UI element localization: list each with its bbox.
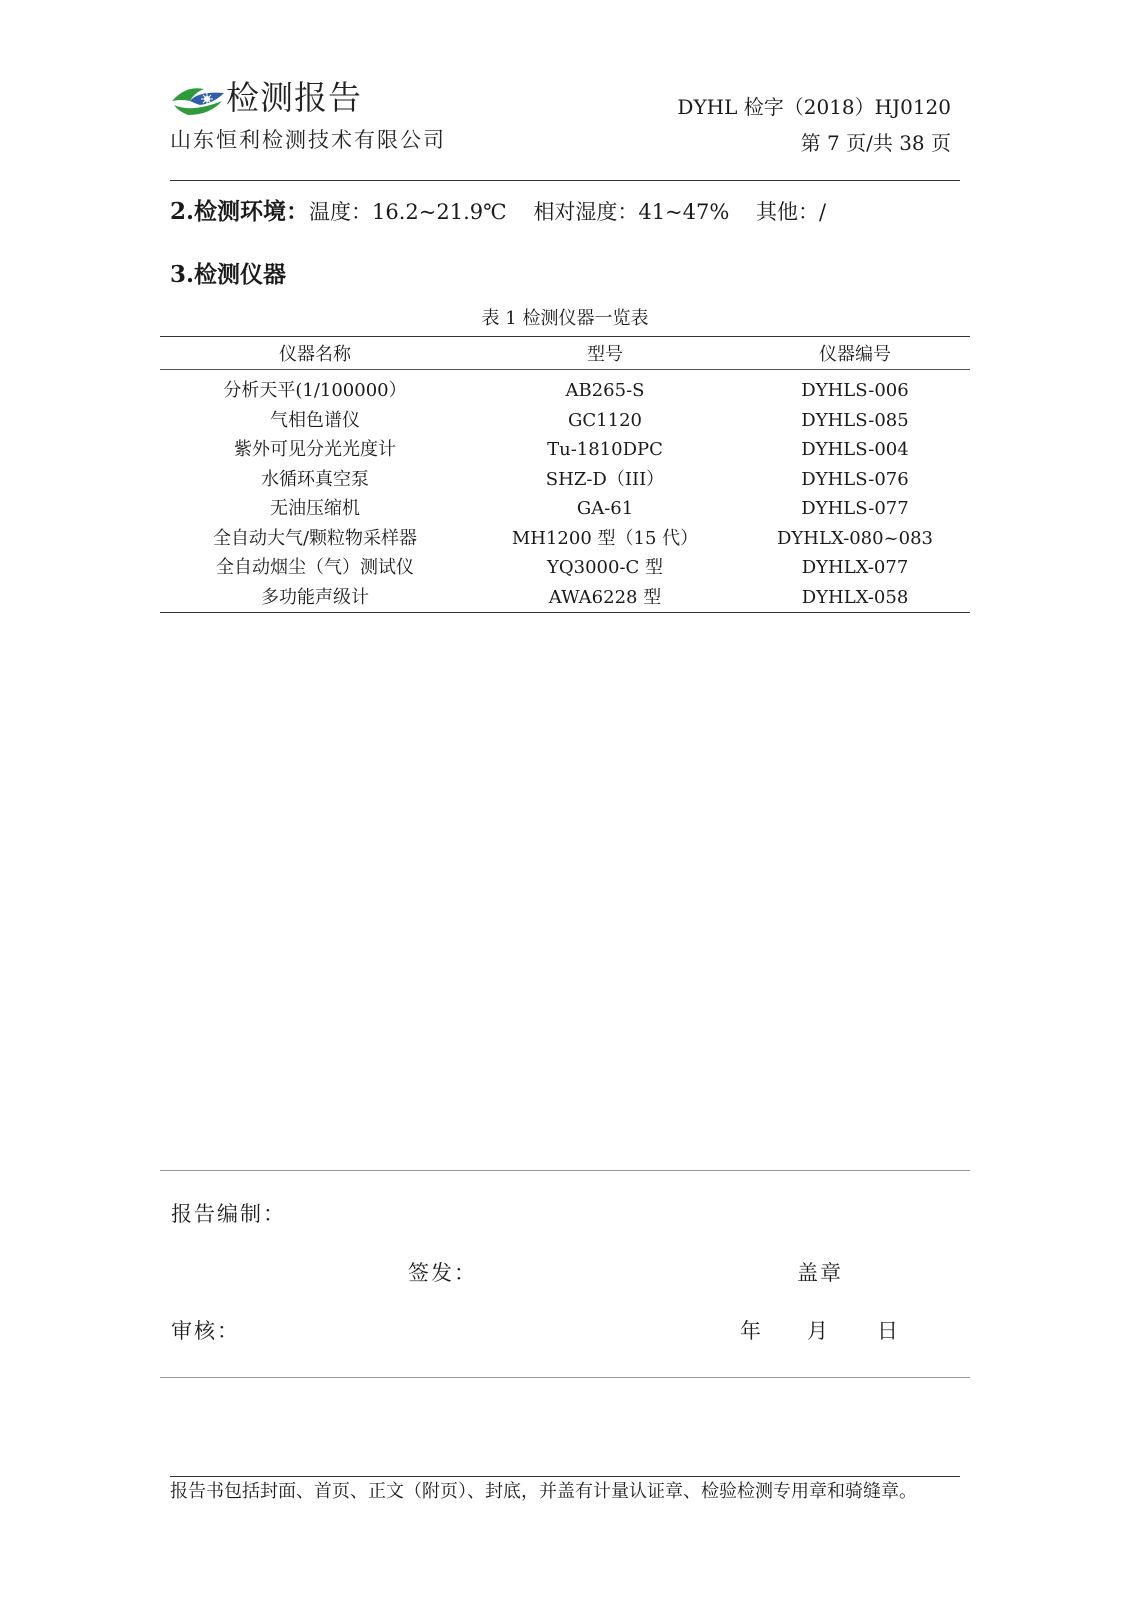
- footer-divider: [170, 1476, 960, 1477]
- signature-divider-bottom: [160, 1377, 970, 1378]
- table-cell: GC1120: [568, 409, 642, 431]
- date-month-label: 月: [807, 1319, 828, 1343]
- prepared-by-label: 报告编制：: [171, 1202, 286, 1226]
- temperature-value: 温度：16.2~21.9℃: [309, 200, 507, 224]
- table-row: [160, 465, 970, 495]
- table-cell: SHZ-D（III）: [545, 468, 665, 490]
- date-year-label: 年: [740, 1319, 761, 1343]
- table-cell: Tu-1810DPC: [547, 439, 663, 460]
- date-day-label: 日: [877, 1319, 898, 1343]
- table-cell: DYHLX-077: [801, 557, 909, 578]
- table-row: [160, 583, 970, 613]
- table-row: [160, 524, 970, 554]
- table-cell: 全自动烟尘（气）测试仪: [216, 557, 414, 578]
- reviewed-by-label: 审核：: [171, 1319, 240, 1343]
- table-cell: DYHLS-076: [801, 468, 909, 490]
- table-header-row: [160, 337, 970, 370]
- table-cell: 无油压缩机: [270, 498, 360, 519]
- company-name: 山东恒利检测技术有限公司: [170, 128, 446, 152]
- table-cell: 全自动大气/颗粒物采样器: [212, 527, 418, 549]
- humidity-value: 相对湿度：41~47%: [533, 200, 730, 224]
- page-number: 第 7 页/共 38 页: [800, 131, 951, 155]
- company-logo-icon: [170, 83, 226, 117]
- table-row: [160, 435, 970, 465]
- report-title: 检测报告: [226, 78, 362, 117]
- environment-line: [170, 198, 826, 226]
- table-row: [160, 370, 970, 406]
- table-cell: DYHLS-077: [801, 498, 909, 519]
- issued-by-label: 签发：: [408, 1261, 477, 1285]
- footer-note: 报告书包括封面、首页、正文（附页）、封底，并盖有计量认证章、检验检测专用章和骑缝章。: [170, 1481, 917, 1502]
- column-header: 仪器编号: [740, 337, 970, 370]
- column-header: 仪器名称: [160, 337, 470, 370]
- header-divider: [170, 180, 960, 181]
- table-cell: 水循环真空泵: [261, 468, 369, 490]
- table-cell: AB265-S: [565, 380, 645, 401]
- table-cell: 紫外可见分光光度计: [234, 439, 396, 460]
- table-cell: DYHLS-006: [801, 380, 909, 401]
- signature-divider-top: [160, 1170, 970, 1171]
- seal-label: 盖章: [797, 1261, 843, 1285]
- instruments-table: [160, 336, 970, 613]
- table-cell: AWA6228 型: [470, 583, 740, 613]
- environment-heading: 2.检测环境：: [170, 198, 310, 225]
- table-cell: DYHLX-058: [740, 583, 970, 613]
- table-cell: DYHLS-085: [801, 409, 909, 431]
- table-cell: 气相色谱仪: [270, 409, 360, 431]
- table-cell: 多功能声级计: [160, 583, 470, 613]
- table-row: [160, 553, 970, 583]
- table-cell: DYHLX-080~083: [776, 527, 933, 549]
- table-cell: YQ3000-C 型: [546, 557, 664, 578]
- table-cell: MH1200 型（15 代）: [511, 527, 699, 549]
- instruments-heading: 3.检测仪器: [170, 261, 287, 288]
- other-value: 其他：/: [756, 200, 827, 224]
- table-cell: GA-61: [576, 498, 634, 519]
- table-cell: DYHLS-004: [801, 439, 909, 460]
- table-row: [160, 494, 970, 524]
- table-cell: 分析天平(1/100000）: [223, 380, 407, 401]
- document-number: DYHL 检字（2018）HJ0120: [677, 95, 951, 119]
- column-header: 型号: [470, 337, 740, 370]
- table-row: [160, 406, 970, 436]
- table-caption: 表 1 检测仪器一览表: [481, 308, 649, 329]
